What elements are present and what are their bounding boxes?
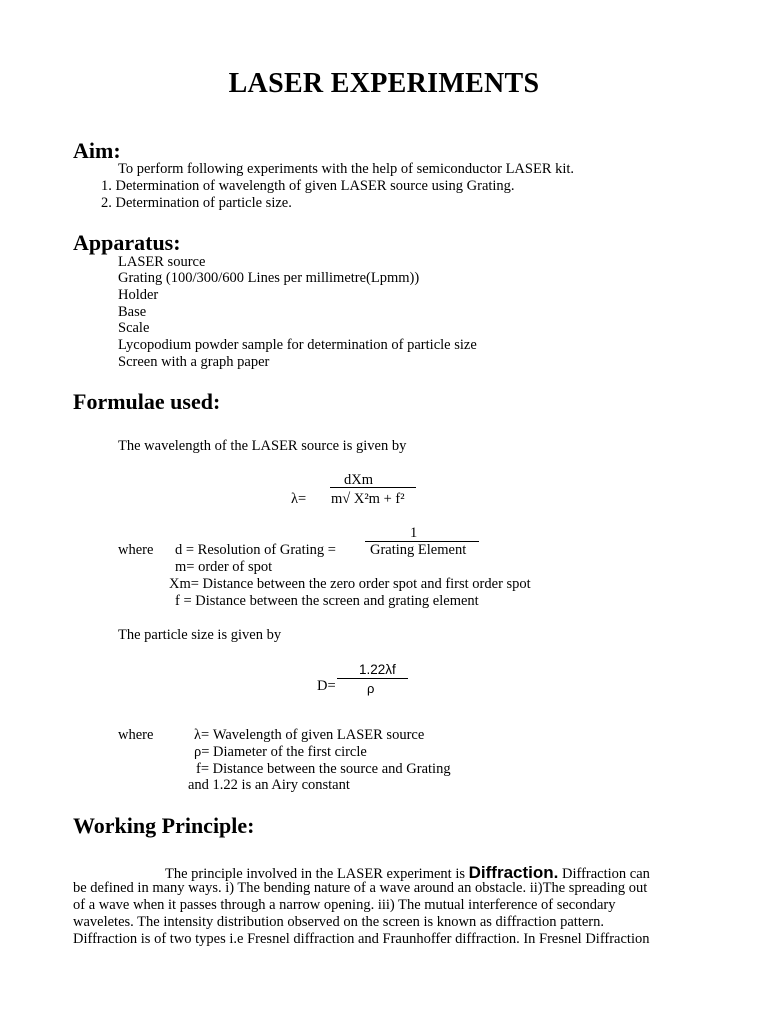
page-title: LASER EXPERIMENTS [228,68,540,99]
aim-item-2: 2. Determination of particle size. [101,195,292,211]
apparatus-item: Base [118,304,147,320]
apparatus-item: Screen with a graph paper [118,354,270,370]
m-definition: m= order of spot [175,559,273,575]
aim-intro: To perform following experiments with the help of semiconductor LASER kit. [118,161,575,177]
principle-line: of a wave when it passes through a narrow opening. iii) The mutual interference of secondary [73,897,616,913]
particle-numerator: 1.22λf [359,662,396,677]
aim-heading: Aim: [73,138,121,163]
lambda-definition: λ= Wavelength of given LASER source [194,727,425,743]
d-numerator: 1 [410,525,418,541]
wavelength-lhs: λ= [291,491,307,507]
aim-item-1: 1. Determination of wavelength of given LASER source using Grating. [101,178,515,194]
principle-line-1-start: The principle involved in the LASER experiment is [165,866,469,882]
d-definition: d = Resolution of Grating = [175,542,336,558]
formulae-heading: Formulae used: [73,389,221,414]
wavelength-intro: The wavelength of the LASER source is given by [118,438,407,454]
diffraction-term: Diffraction. [468,863,559,882]
principle-line-1-end: Diffraction can [558,866,650,882]
where-label: where [118,727,154,743]
particle-denominator: ρ [367,681,375,696]
xm-definition: Xm= Distance between the zero order spot and first order spot [169,576,531,592]
working-principle-heading: Working Principle: [73,813,255,838]
f-definition: f = Distance between the screen and grating element [175,593,479,609]
apparatus-item: Holder [118,287,159,303]
apparatus-item: Lycopodium powder sample for determination of particle size [118,337,477,353]
apparatus-heading: Apparatus: [73,230,181,255]
rho-definition: ρ= Diameter of the first circle [194,744,367,760]
wavelength-numerator: dXm [344,472,373,488]
apparatus-item: LASER source [118,254,206,270]
fraction-bar [337,678,408,679]
apparatus-item: Scale [118,320,150,336]
f2-definition: f= Distance between the source and Grating [196,761,451,777]
wavelength-denominator: m√ X²m + f² [331,491,405,507]
d-denominator: Grating Element [370,542,467,558]
principle-line: waveletes. The intensity distribution observed on the screen is known as diffraction pattern. [73,914,604,930]
airy-constant-note: and 1.22 is an Airy constant [188,777,350,793]
particle-lhs: D= [317,678,336,694]
principle-line: Diffraction is of two types i.e Fresnel diffraction and Fraunhoffer diffraction. In Fresnel Diffraction [73,931,650,947]
apparatus-item: Grating (100/300/600 Lines per millimetre(Lpmm)) [118,270,420,286]
principle-line: be defined in many ways. i) The bending nature of a wave around an obstacle. ii)The spreading out [73,880,648,896]
fraction-bar [330,487,416,488]
particle-intro: The particle size is given by [118,627,282,643]
where-label: where [118,542,154,558]
